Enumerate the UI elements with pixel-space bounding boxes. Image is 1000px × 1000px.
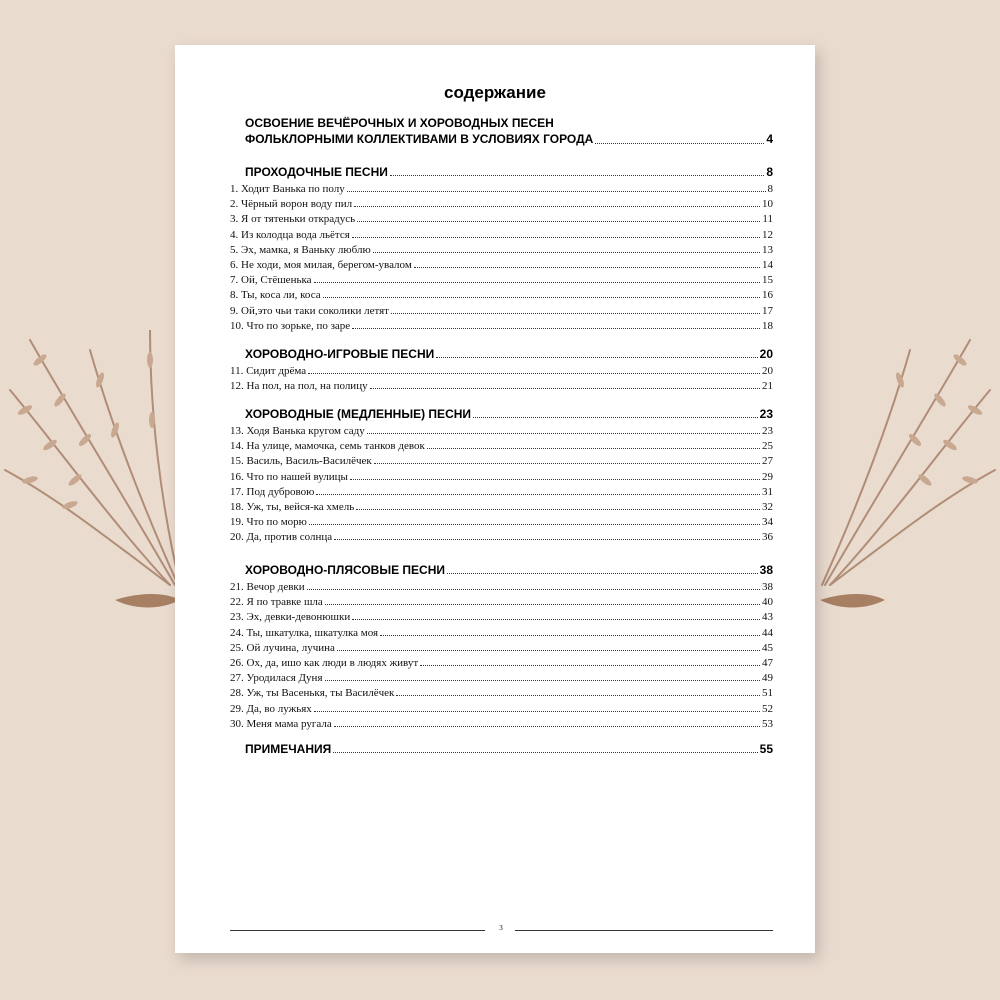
document-page xyxy=(175,45,815,953)
toc-entry-title: 29. Да, во лужьях xyxy=(230,702,312,715)
toc-entry[interactable] xyxy=(230,642,773,654)
toc-entry-page-number: 49 xyxy=(762,672,773,685)
toc-section-heading[interactable] xyxy=(245,563,773,577)
toc-entry[interactable] xyxy=(230,581,773,593)
toc-section-heading-title: ХОРОВОДНО-ИГРОВЫЕ ПЕСНИ xyxy=(245,347,435,361)
leader-dots xyxy=(370,388,760,389)
toc-notes-heading[interactable] xyxy=(245,742,773,756)
toc-entry-page-number: 47 xyxy=(762,657,773,669)
leader-dots xyxy=(314,711,760,712)
toc-entry-title: 1. Ходит Ванька по полу xyxy=(230,183,345,195)
toc-entry-page-number: 43 xyxy=(762,611,773,624)
toc-entry-page-number: 27 xyxy=(762,455,773,468)
toc-entry-title: 10. Что по зорьке, по заре xyxy=(230,319,351,332)
toc-entry-page-number: 14 xyxy=(762,259,773,271)
leader-dots xyxy=(352,328,760,329)
toc-entry[interactable] xyxy=(230,259,773,271)
leader-dots xyxy=(307,589,760,590)
toc-entry[interactable] xyxy=(230,425,773,437)
toc-entry-page-number: 20 xyxy=(762,365,773,377)
toc-entry-title: 26. Ох, да, ишо как люди в людях живут xyxy=(230,657,419,669)
toc-entry-title: 18. Уж, ты, вейся-ка хмель xyxy=(230,501,355,513)
leader-dots xyxy=(374,463,760,464)
leader-dots xyxy=(414,267,760,268)
toc-entry-title: 17. Под дубровою xyxy=(230,485,315,498)
toc-entry-page-number: 11 xyxy=(762,213,773,226)
leader-dots xyxy=(356,509,760,510)
toc-entry[interactable] xyxy=(230,305,773,317)
toc-entry-title: 5. Эх, мамка, я Ваньку люблю xyxy=(230,243,371,256)
toc-entry-page-number: 36 xyxy=(762,531,773,544)
toc-section-heading-page-number: 8 xyxy=(766,165,773,179)
toc-entry-page-number: 45 xyxy=(762,641,773,654)
toc-entry[interactable] xyxy=(230,531,773,543)
intro-line-2: ФОЛЬКЛОРНЫМИ КОЛЛЕКТИВАМИ В УСЛОВИЯХ ГОРОДА xyxy=(245,132,594,146)
leader-dots xyxy=(427,448,760,449)
toc-entry[interactable] xyxy=(230,657,773,669)
toc-entry-title: 13. Ходя Ванька кругом саду xyxy=(230,425,365,437)
toc-entry[interactable] xyxy=(230,229,773,241)
toc-entry[interactable] xyxy=(230,183,773,195)
toc-entry-page-number: 10 xyxy=(762,198,773,211)
toc-section-heading[interactable] xyxy=(245,407,773,421)
leader-dots xyxy=(308,373,760,374)
leader-dots xyxy=(473,417,758,418)
toc-entry-title: 16. Что по нашей вулицы xyxy=(230,470,348,483)
toc-entry[interactable] xyxy=(230,440,773,452)
toc-entry-page-number: 38 xyxy=(762,581,773,593)
toc-section-heading[interactable] xyxy=(245,165,773,179)
toc-entry-title: 24. Ты, шкатулка, шкатулка моя xyxy=(230,626,379,639)
leader-dots xyxy=(334,539,760,540)
leader-dots xyxy=(396,695,760,696)
toc-entry-page-number: 53 xyxy=(762,717,773,730)
toc-entry-page-number: 51 xyxy=(762,687,773,700)
toc-entry-title: 20. Да, против солнца xyxy=(230,531,333,544)
toc-entry[interactable] xyxy=(230,687,773,699)
toc-entry-page-number: 23 xyxy=(762,425,773,437)
toc-entry-title: 2. Чёрный ворон воду пил xyxy=(230,198,353,211)
toc-entry[interactable] xyxy=(230,672,773,684)
toc-entry[interactable] xyxy=(230,274,773,286)
toc-entry[interactable] xyxy=(230,703,773,715)
toc-entry[interactable] xyxy=(230,627,773,639)
leader-dots xyxy=(347,191,766,192)
leader-dots xyxy=(380,635,760,636)
leader-dots xyxy=(352,237,760,238)
toc-notes-heading-title: ПРИМЕЧАНИЯ xyxy=(245,742,332,756)
leader-dots xyxy=(325,680,760,681)
toc-entry-title: 25. Ой лучина, лучина xyxy=(230,641,335,654)
toc-section-heading[interactable] xyxy=(245,347,773,361)
toc-entry-title: 15. Василь, Василь-Василёчек xyxy=(230,455,372,468)
toc-entry-page-number: 34 xyxy=(762,516,773,529)
leader-dots xyxy=(352,619,760,620)
toc-section-heading-title: ХОРОВОДНЫЕ (МЕДЛЕННЫЕ) ПЕСНИ xyxy=(245,407,472,421)
leader-dots xyxy=(367,433,760,434)
toc-entry-page-number: 40 xyxy=(762,596,773,609)
toc-entry-page-number: 21 xyxy=(762,380,773,393)
toc-entry-page-number: 12 xyxy=(762,228,773,241)
toc-entry-page-number: 31 xyxy=(762,485,773,498)
toc-entry-page-number: 18 xyxy=(762,319,773,332)
footer-rule-right xyxy=(515,930,773,931)
toc-entry-page-number: 32 xyxy=(762,501,773,513)
toc-entry[interactable] xyxy=(230,365,773,377)
toc-entry-page-number: 44 xyxy=(762,626,773,639)
toc-entry-page-number: 25 xyxy=(762,440,773,453)
leader-dots xyxy=(390,175,764,176)
leader-dots xyxy=(447,573,758,574)
footer-rule-left xyxy=(230,930,485,931)
toc-notes-heading-page-number: 55 xyxy=(759,742,773,756)
toc-entry-page-number: 8 xyxy=(767,183,773,195)
leader-dots xyxy=(436,357,757,358)
toc-section-heading-title: ПРОХОДОЧНЫЕ ПЕСНИ xyxy=(245,165,388,179)
toc-entry[interactable] xyxy=(230,455,773,467)
toc-entry[interactable] xyxy=(230,611,773,623)
toc-intro-entry[interactable] xyxy=(245,115,775,147)
leader-dots xyxy=(314,282,760,283)
leader-dots xyxy=(350,479,760,480)
toc-entry-title: 7. Ой, Стёшенька xyxy=(230,274,312,287)
toc-entry-page-number: 13 xyxy=(762,243,773,256)
toc-entry-page-number: 16 xyxy=(762,289,773,302)
toc-entry-title: 30. Меня мама ругала xyxy=(230,717,332,730)
toc-entry-page-number: 29 xyxy=(762,470,773,483)
leader-dots xyxy=(323,297,760,298)
leader-dots xyxy=(354,206,760,207)
toc-entry-title: 6. Не ходи, моя милая, берегом-увалом xyxy=(230,259,412,271)
toc-entry-page-number: 17 xyxy=(762,304,773,317)
toc-entry-page-number: 52 xyxy=(762,702,773,715)
toc-entry[interactable] xyxy=(230,213,773,225)
toc-entry[interactable] xyxy=(230,718,773,730)
toc-entry-title: 19. Что по морю xyxy=(230,516,307,529)
toc-entry[interactable] xyxy=(230,289,773,301)
toc-entry-title: 4. Из колодца вода льётся xyxy=(230,228,350,241)
leader-dots xyxy=(357,221,760,222)
leader-dots xyxy=(325,604,760,605)
toc-entry[interactable] xyxy=(230,471,773,483)
toc-entry-title: 11. Сидит дрёма xyxy=(230,365,307,377)
toc-entry-title: 22. Я по травке шла xyxy=(230,596,323,609)
intro-page-number: 4 xyxy=(766,132,773,146)
toc-section-heading-page-number: 20 xyxy=(759,347,773,361)
leader-dots xyxy=(333,752,757,753)
page-title: содержание xyxy=(444,83,546,102)
toc-entry[interactable] xyxy=(230,501,773,513)
toc-section-heading-page-number: 38 xyxy=(759,563,773,577)
toc-entry-title: 27. Уродилася Дуня xyxy=(230,672,323,685)
toc-entry[interactable] xyxy=(230,198,773,210)
leader-dots xyxy=(334,726,760,727)
toc-entry[interactable] xyxy=(230,244,773,256)
toc-section-heading-title: ХОРОВОДНО-ПЛЯСОВЫЕ ПЕСНИ xyxy=(245,563,446,577)
leader-dots xyxy=(373,252,760,253)
leader-dots xyxy=(391,313,760,314)
toc-entry-title: 14. На улице, мамочка, семь танков девок xyxy=(230,440,425,453)
leader-dots xyxy=(316,494,760,495)
page-number: 3 xyxy=(499,924,503,932)
toc-entry[interactable] xyxy=(230,516,773,528)
toc-section-heading-page-number: 23 xyxy=(759,407,773,421)
leader-dots xyxy=(595,143,764,144)
toc-entry-title: 12. На пол, на пол, на полицу xyxy=(230,380,368,393)
toc-entry[interactable] xyxy=(230,596,773,608)
toc-entry[interactable] xyxy=(230,320,773,332)
toc-entry[interactable] xyxy=(230,380,773,392)
toc-entry[interactable] xyxy=(230,486,773,498)
toc-entry-title: 3. Я от тятеньки открадусь xyxy=(230,213,356,226)
leader-dots xyxy=(420,665,760,666)
toc-entry-title: 23. Эх, девки-девонюшки xyxy=(230,611,351,624)
toc-entry-title: 8. Ты, коса ли, коса xyxy=(230,289,321,302)
toc-entry-title: 28. Уж, ты Васенькя, ты Василёчек xyxy=(230,687,395,700)
leader-dots xyxy=(337,650,760,651)
toc-entry-title: 9. Ой,это чьи таки соколики летят xyxy=(230,304,389,317)
toc-entry-title: 21. Вечор девки xyxy=(230,581,305,593)
leader-dots xyxy=(309,524,760,525)
intro-line-1: ОСВОЕНИЕ ВЕЧЁРОЧНЫХ И ХОРОВОДНЫХ ПЕСЕН xyxy=(245,116,554,130)
toc-entry-page-number: 15 xyxy=(762,274,773,287)
